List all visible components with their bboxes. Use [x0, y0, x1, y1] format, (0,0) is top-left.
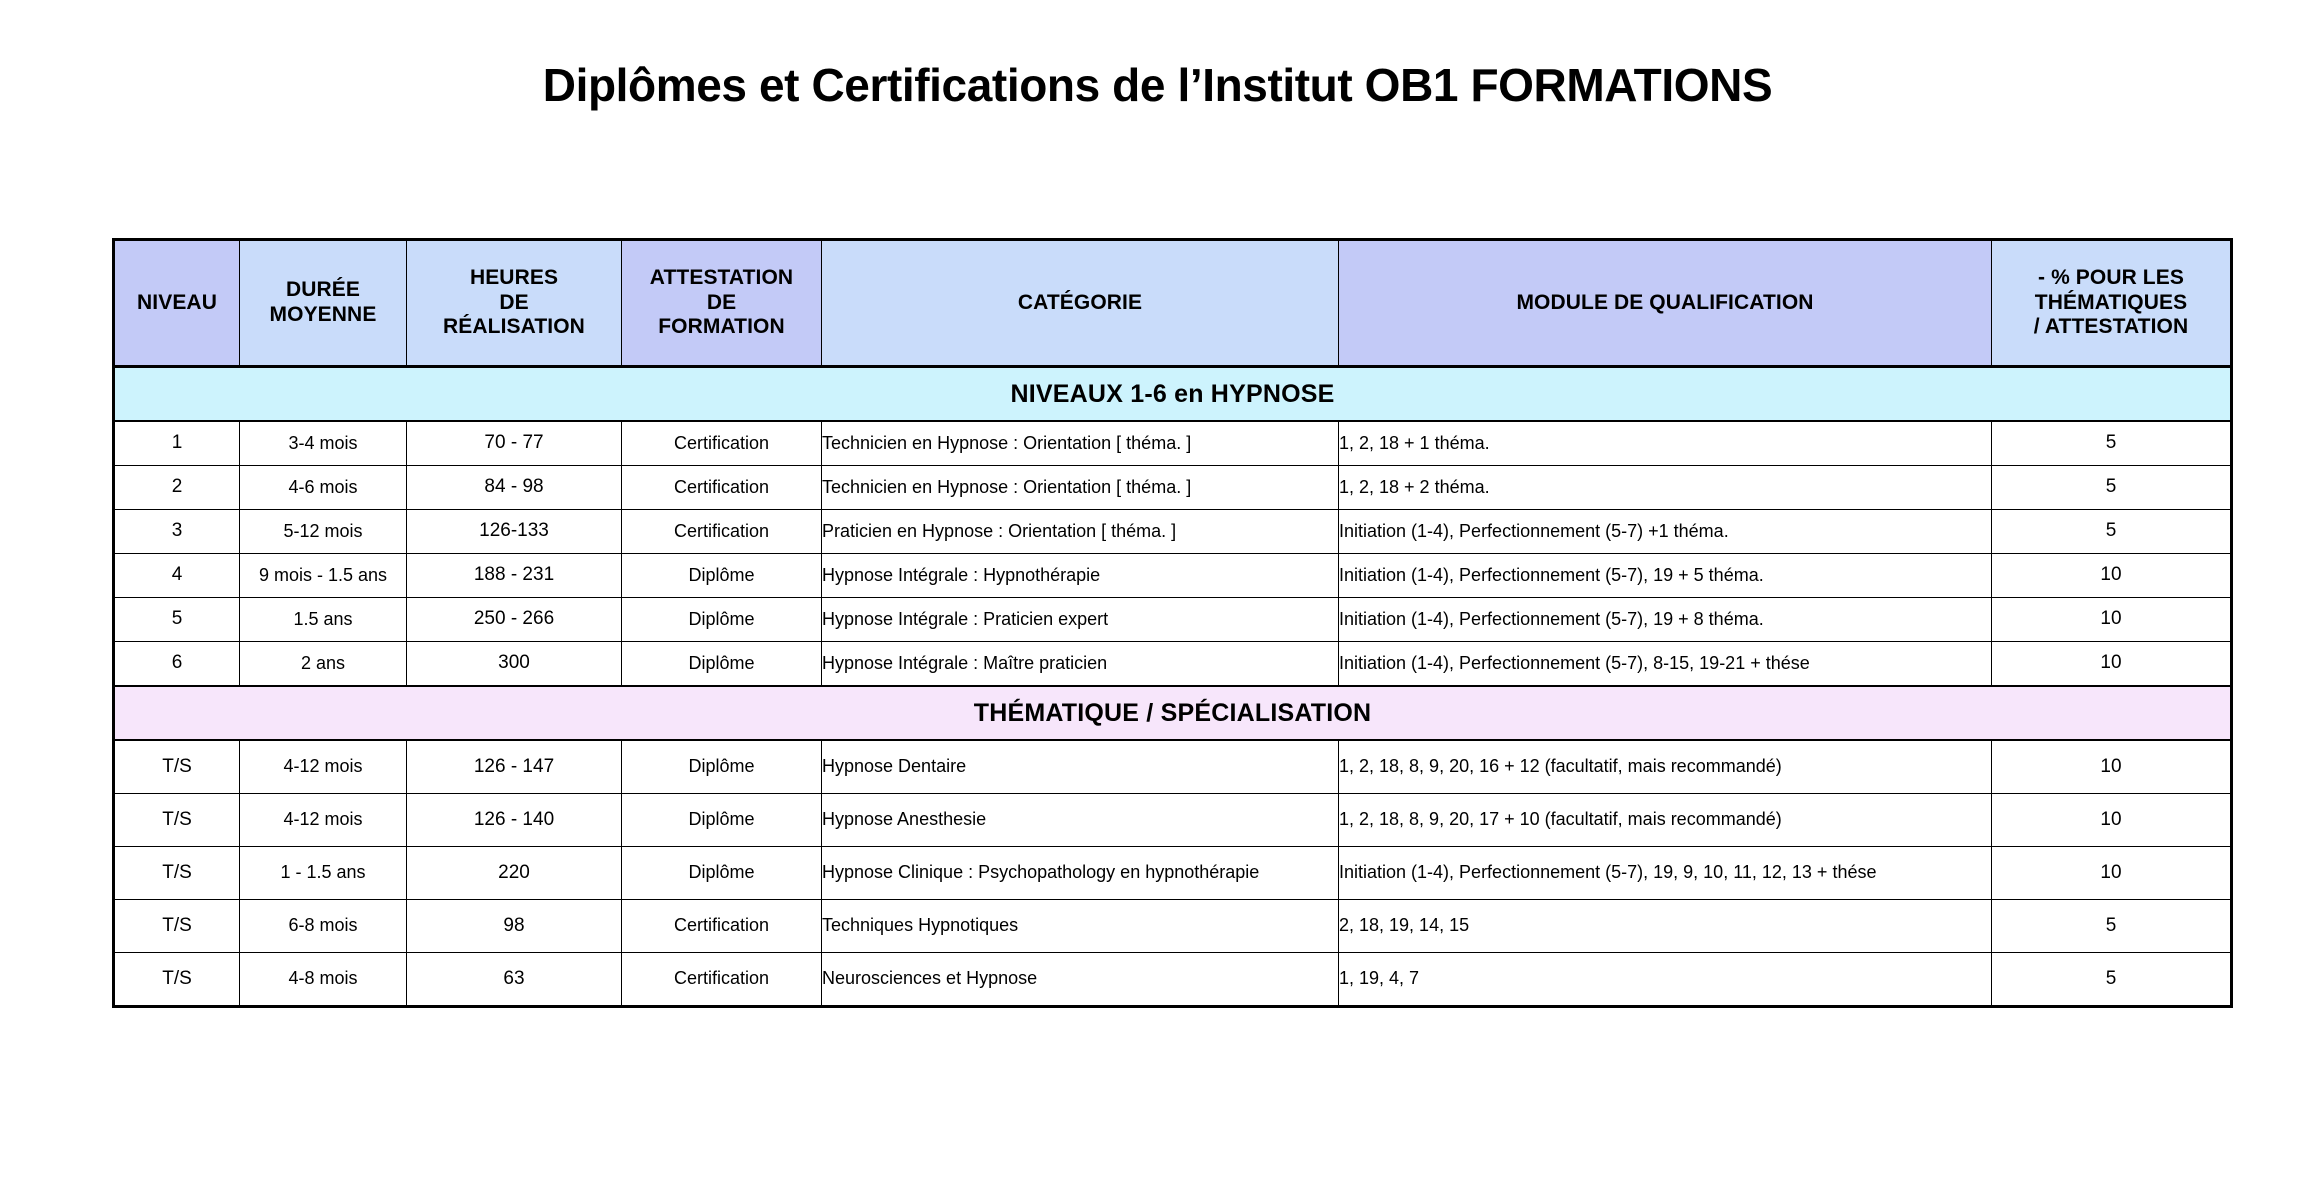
table-row	[114, 598, 2232, 642]
column-header-text: - % POUR LES	[2038, 265, 2184, 289]
section-banner-row	[114, 686, 2232, 740]
cell-attestation: Diplôme	[622, 794, 822, 847]
cell-heures: 84 - 98	[407, 466, 622, 510]
cell-heures: 63	[407, 953, 622, 1007]
cell-niveau: 4	[114, 554, 240, 598]
cell-module: 1, 2, 18 + 1 théma.	[1339, 421, 1992, 466]
cell-module: 1, 2, 18 + 2 théma.	[1339, 466, 1992, 510]
cell-heures: 188 - 231	[407, 554, 622, 598]
table-row	[114, 466, 2232, 510]
table-row	[114, 510, 2232, 554]
cell-attestation: Diplôme	[622, 740, 822, 794]
cell-module: 1, 2, 18, 8, 9, 20, 16 + 12 (facultatif, mais recommandé)	[1339, 740, 1992, 794]
cell-niveau: T/S	[114, 953, 240, 1007]
cell-heures: 126 - 140	[407, 794, 622, 847]
cell-niveau: 6	[114, 642, 240, 687]
cell-duree: 4-12 mois	[240, 740, 407, 794]
column-header-niveau	[114, 240, 240, 367]
cell-attestation: Certification	[622, 510, 822, 554]
cell-niveau: 5	[114, 598, 240, 642]
cell-categorie: Hypnose Intégrale : Maître praticien	[822, 642, 1339, 687]
cell-pourcent: 10	[1992, 598, 2232, 642]
page-title: Diplômes et Certifications de l’Institut OB1 FORMATIONS	[542, 59, 1773, 111]
cell-module: Initiation (1-4), Perfectionnement (5-7), 19 + 8 théma.	[1339, 598, 1992, 642]
cell-categorie: Hypnose Anesthesie	[822, 794, 1339, 847]
table-row	[114, 421, 2232, 466]
cell-duree: 4-12 mois	[240, 794, 407, 847]
column-header-attest	[622, 240, 822, 367]
table-row	[114, 900, 2232, 953]
cell-pourcent: 10	[1992, 740, 2232, 794]
column-header-heures	[407, 240, 622, 367]
cell-duree: 5-12 mois	[240, 510, 407, 554]
cell-module: Initiation (1-4), Perfectionnement (5-7), 19, 9, 10, 11, 12, 13 + thése	[1339, 847, 1992, 900]
table-row	[114, 642, 2232, 687]
cell-attestation: Diplôme	[622, 554, 822, 598]
cell-module: Initiation (1-4), Perfectionnement (5-7) +1 théma.	[1339, 510, 1992, 554]
cell-module: Initiation (1-4), Perfectionnement (5-7), 8-15, 19-21 + thése	[1339, 642, 1992, 687]
cell-categorie: Hypnose Intégrale : Praticien expert	[822, 598, 1339, 642]
column-header-text: / ATTESTATION	[2033, 315, 2189, 339]
cell-module: 1, 19, 4, 7	[1339, 953, 1992, 1007]
cell-duree: 4-6 mois	[240, 466, 407, 510]
column-header-text: DURÉE	[285, 278, 360, 302]
cell-duree: 1 - 1.5 ans	[240, 847, 407, 900]
column-header-text: MODULE DE QUALIFICATION	[1516, 290, 1814, 314]
cell-duree: 2 ans	[240, 642, 407, 687]
cell-attestation: Diplôme	[622, 598, 822, 642]
column-header-categorie	[822, 240, 1339, 367]
section-banner-label: THÉMATIQUE / SPÉCIALISATION	[114, 686, 2232, 740]
column-header-text: NIVEAU	[137, 290, 217, 314]
cell-heures: 126-133	[407, 510, 622, 554]
cell-niveau: 2	[114, 466, 240, 510]
table-header-row	[114, 240, 2232, 367]
table-row	[114, 740, 2232, 794]
column-header-text: HEURES	[469, 265, 559, 289]
cell-niveau: T/S	[114, 847, 240, 900]
column-header-pourcent	[1992, 240, 2232, 367]
cell-niveau: T/S	[114, 794, 240, 847]
table-row	[114, 953, 2232, 1007]
column-header-module	[1339, 240, 1992, 367]
column-header-text: THÉMATIQUES	[2034, 290, 2188, 314]
column-header-text: DE	[706, 290, 737, 314]
cell-attestation: Certification	[622, 421, 822, 466]
cell-module: 2, 18, 19, 14, 15	[1339, 900, 1992, 953]
cell-heures: 300	[407, 642, 622, 687]
cell-pourcent: 10	[1992, 554, 2232, 598]
cell-categorie: Neurosciences et Hypnose	[822, 953, 1339, 1007]
cell-pourcent: 10	[1992, 794, 2232, 847]
cell-attestation: Diplôme	[622, 847, 822, 900]
column-header-text: RÉALISATION	[443, 315, 585, 339]
cell-categorie: Hypnose Clinique : Psychopathology en hypnothérapie	[822, 847, 1339, 900]
cell-attestation: Diplôme	[622, 642, 822, 687]
cell-heures: 220	[407, 847, 622, 900]
cell-categorie: Hypnose Dentaire	[822, 740, 1339, 794]
cell-categorie: Praticien en Hypnose : Orientation [ théma. ]	[822, 510, 1339, 554]
cell-duree: 1.5 ans	[240, 598, 407, 642]
cell-niveau: T/S	[114, 900, 240, 953]
table-row	[114, 794, 2232, 847]
cell-categorie: Hypnose Intégrale : Hypnothérapie	[822, 554, 1339, 598]
cell-pourcent: 5	[1992, 953, 2232, 1007]
cell-duree: 9 mois - 1.5 ans	[240, 554, 407, 598]
cell-categorie: Technicien en Hypnose : Orientation [ théma. ]	[822, 466, 1339, 510]
cell-module: 1, 2, 18, 8, 9, 20, 17 + 10 (facultatif, mais recommandé)	[1339, 794, 1992, 847]
certifications-table	[112, 238, 2233, 1008]
cell-pourcent: 5	[1992, 900, 2232, 953]
column-header-duree	[240, 240, 407, 367]
section-banner-row	[114, 367, 2232, 422]
cell-heures: 250 - 266	[407, 598, 622, 642]
cell-attestation: Certification	[622, 466, 822, 510]
cell-pourcent: 5	[1992, 466, 2232, 510]
certifications-table-container	[112, 238, 2230, 1008]
cell-niveau: 3	[114, 510, 240, 554]
cell-categorie: Technicien en Hypnose : Orientation [ théma. ]	[822, 421, 1339, 466]
cell-duree: 4-8 mois	[240, 953, 407, 1007]
table-body	[114, 367, 2232, 1007]
table-row	[114, 554, 2232, 598]
cell-attestation: Certification	[622, 900, 822, 953]
cell-heures: 98	[407, 900, 622, 953]
column-header-text: MOYENNE	[269, 303, 377, 326]
cell-heures: 126 - 147	[407, 740, 622, 794]
cell-categorie: Techniques Hypnotiques	[822, 900, 1339, 953]
cell-niveau: 1	[114, 421, 240, 466]
cell-niveau: T/S	[114, 740, 240, 794]
cell-attestation: Certification	[622, 953, 822, 1007]
table-row	[114, 847, 2232, 900]
cell-duree: 3-4 mois	[240, 421, 407, 466]
cell-pourcent: 5	[1992, 421, 2232, 466]
cell-pourcent: 10	[1992, 847, 2232, 900]
cell-module: Initiation (1-4), Perfectionnement (5-7), 19 + 5 théma.	[1339, 554, 1992, 598]
table-header	[114, 240, 2232, 367]
column-header-text: ATTESTATION	[649, 265, 794, 289]
cell-duree: 6-8 mois	[240, 900, 407, 953]
column-header-text: FORMATION	[658, 315, 785, 339]
section-banner-label: NIVEAUX 1-6 en HYPNOSE	[114, 367, 2232, 422]
cell-pourcent: 10	[1992, 642, 2232, 687]
column-header-text: DE	[499, 290, 529, 314]
cell-pourcent: 5	[1992, 510, 2232, 554]
column-header-text: CATÉGORIE	[1017, 290, 1143, 314]
cell-heures: 70 - 77	[407, 421, 622, 466]
